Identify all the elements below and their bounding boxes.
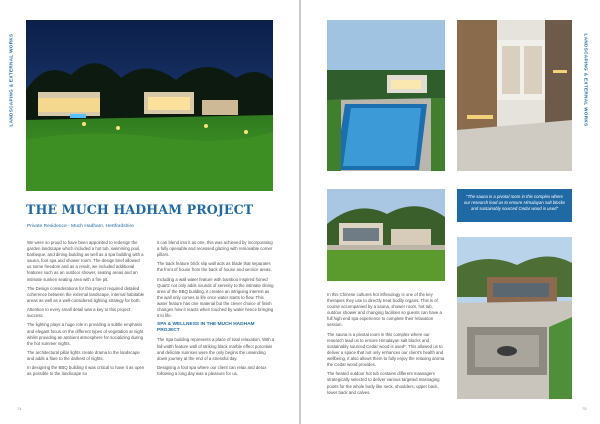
paragraph: In this Chinese cultures hot inflexology is one of the key therapies they use to directly treat bodily organs. This is of course accompanied by a sauna, shower room, hot tub, outdoor shower and changing facilities so guests can have a full high end spa experience to complete their relaxation session.: [327, 292, 442, 328]
bbq-building-photo: [327, 189, 445, 281]
paragraph: We were so proud to have been appointed to redesign the garden landscape which included a hot tub, swimming pool, barbeque, and dining building as well as a spa building with a sauna, foot spa and shower room. The design brief allowed us some freedom and as a result, we included additional features such as an outdoor shower, seating areas and an intimate sunken seating area with a fire pit.: [27, 240, 144, 282]
paragraph: The Spa building represents a place of total relaxation. With a fall width feature wall of striking black marble effect porcelain and delicate sunrises were the only begins the unwinding down journey at the end of a stressful day.: [157, 337, 275, 361]
column-2: [157, 240, 275, 380]
section-heading: SPA & WELLNESS IN THE MUCH HADHAM PROJECT: [157, 322, 255, 334]
section-label: LANDSCAPING & EXTERNAL WORKS: [583, 33, 589, 127]
page-number-right: 75: [582, 406, 587, 411]
section-label: LANDSCAPING & EXTERNAL WORKS: [8, 33, 14, 127]
paragraph: In designing the BBQ building it was critical to have it as open as possible to the landscape so: [27, 365, 145, 377]
paragraph: The lighting plays a huge role in providing a subtle emphasis and elegant focus on the different types of vegetation at night whilst providing an ambient atmosphere for socializing during the hot summer nights.: [27, 322, 144, 346]
paragraph: The sauna is a pivotal room in this complex where our research lead us to ensure Himalayan salt blocks and sustainably sourced Cedar wood is used*. This allowed us to deliver a space that not only enhances our client's health and wellbeing, it also allows them to fully enjoy the relaxing aroma the Cedar wood provides.: [327, 331, 445, 368]
swimming-pool-photo: [327, 20, 445, 171]
right-column: [327, 292, 447, 399]
article-title: THE MUCH HADHAM PROJECT: [26, 202, 254, 217]
paragraph: The back feature brick slip wall acts as blade that separates the front of house from the back of house and service areas.: [157, 261, 272, 273]
section-tab-left: [6, 20, 16, 140]
page-number-left: 74: [17, 406, 22, 411]
paragraph: The Design considerations for this project required detailed coherence between the external landscape, internal habitable areas as well as a well-considered lighting strategy for both.: [27, 285, 145, 303]
sauna-interior-photo: [457, 20, 572, 171]
pull-quote: "The sauna is a pivotal room in this complex where our research lead us to ensure Himalayan salt blocks and sustainably sourced Cedar wood is used": [457, 189, 572, 222]
section-tab-right: [581, 20, 591, 140]
paragraph: The architectural pillar lights create drama to the landscape and adds a flare to the darkest of nights.: [27, 349, 140, 361]
paragraph: Designing a foot spa where our client can relax and detox following a long day was a pleasure for us.: [157, 364, 267, 376]
article-subtitle: Private Residence - Much Hadham, Hertfordshire: [27, 224, 134, 229]
paragraph: The heated outdoor hot tub contains different massagers strategically selected to deliver various targeted massaging points for the whole body like neck, shoulders, upper back, lower back and calves.: [327, 371, 440, 395]
left-page: [0, 0, 299, 424]
paragraph: Including a wall water feature with bamboo inspired honed Quartz not only adds sounds of serenity to the intimate dining area of the BBQ building, it creates an intriguing interest as the wall only comes to life once water starts to flow. This water feature has one material but the clever choice of finish changes how it reacts when touched by water hence bringing it to life.: [157, 276, 274, 319]
column-1: [27, 240, 145, 380]
night-garden-photo: [26, 20, 273, 191]
sunken-fire-pit-photo: [457, 237, 572, 399]
paragraph: it can blend into it as one, this was achieved by incorporating a fully openable and recessed glazing with removable corner pillars.: [157, 240, 273, 258]
paragraph: Attention to every small detail was a key to this project success.: [27, 307, 131, 319]
